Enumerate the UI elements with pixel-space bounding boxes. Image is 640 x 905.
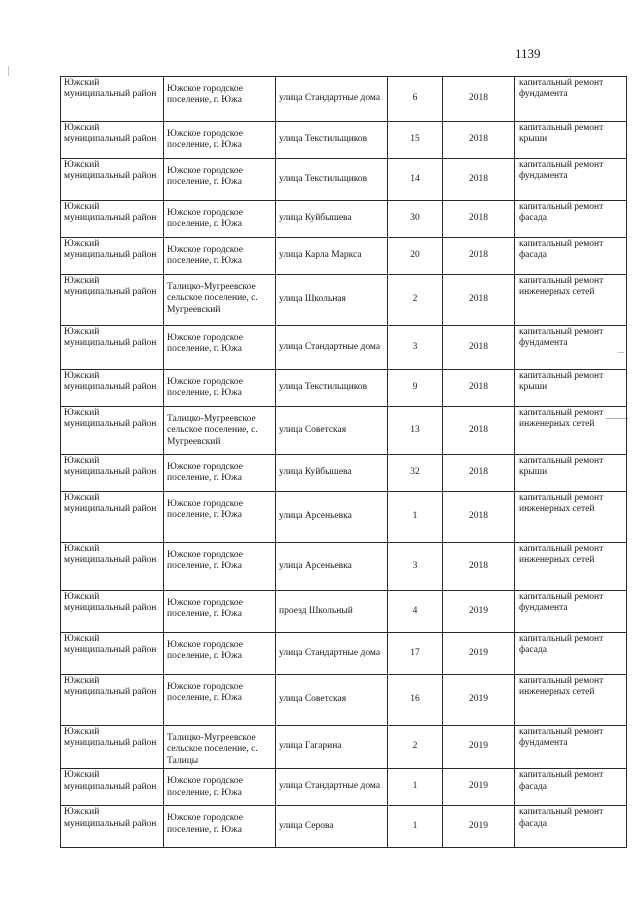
house-number-cell: 2	[388, 275, 443, 326]
work-type-cell: капитальный ремонт фасада	[515, 201, 627, 238]
year-cell: 2019	[443, 726, 515, 769]
district-cell: Южский муниципальный район	[61, 633, 164, 675]
table-row	[61, 201, 627, 238]
district-cell: Южский муниципальный район	[61, 769, 164, 806]
table-row	[61, 726, 627, 769]
house-number-cell: 3	[388, 543, 443, 591]
work-type-cell: капитальный ремонт крыши	[515, 122, 627, 159]
year-cell: 2018	[443, 492, 515, 543]
year-cell: 2018	[443, 543, 515, 591]
work-type-cell: капитальный ремонт фундамента	[515, 326, 627, 370]
work-type-cell: капитальный ремонт фундамента	[515, 77, 627, 122]
street-cell: улица Гагарина	[276, 726, 388, 769]
table-body	[61, 77, 627, 848]
house-number-cell: 32	[388, 455, 443, 492]
year-cell: 2018	[443, 159, 515, 201]
table-row	[61, 122, 627, 159]
year-cell: 2018	[443, 407, 515, 455]
year-cell: 2018	[443, 370, 515, 407]
street-cell: улица Школьная	[276, 275, 388, 326]
work-type-cell: капитальный ремонт инженерных сетей	[515, 407, 627, 455]
street-cell: улица Стандартные дома	[276, 633, 388, 675]
street-cell: улица Стандартные дома	[276, 77, 388, 122]
table-row	[61, 633, 627, 675]
work-type-cell: капитальный ремонт фасада	[515, 633, 627, 675]
table-row	[61, 591, 627, 633]
district-cell: Южский муниципальный район	[61, 726, 164, 769]
table-row	[61, 326, 627, 370]
work-type-cell: капитальный ремонт фасада	[515, 769, 627, 806]
year-cell: 2018	[443, 77, 515, 122]
work-type-cell: капитальный ремонт фасада	[515, 238, 627, 275]
table-row	[61, 407, 627, 455]
street-cell: улица Куйбышева	[276, 455, 388, 492]
street-cell: улица Текстильщиков	[276, 159, 388, 201]
street-cell: улица Серова	[276, 806, 388, 848]
settlement-cell: Южское городское поселение, г. Южа	[164, 370, 276, 407]
district-cell: Южский муниципальный район	[61, 455, 164, 492]
settlement-cell: Южское городское поселение, г. Южа	[164, 492, 276, 543]
district-cell: Южский муниципальный район	[61, 675, 164, 726]
page-number: 1139	[515, 46, 541, 61]
street-cell: улица Арсеньевка	[276, 492, 388, 543]
house-number-cell: 14	[388, 159, 443, 201]
work-type-cell: капитальный ремонт инженерных сетей	[515, 492, 627, 543]
table-row	[61, 806, 627, 848]
year-cell: 2019	[443, 675, 515, 726]
table-row	[61, 769, 627, 806]
table-row	[61, 238, 627, 275]
year-cell: 2018	[443, 275, 515, 326]
district-cell: Южский муниципальный район	[61, 122, 164, 159]
district-cell: Южский муниципальный район	[61, 543, 164, 591]
street-cell: улица Советская	[276, 675, 388, 726]
scan-mark-left	[8, 66, 9, 76]
year-cell: 2018	[443, 455, 515, 492]
year-cell: 2019	[443, 591, 515, 633]
settlement-cell: Южское городское поселение, г. Южа	[164, 806, 276, 848]
work-type-cell: капитальный ремонт фундамента	[515, 726, 627, 769]
street-cell: улица Текстильщиков	[276, 370, 388, 407]
year-cell: 2019	[443, 806, 515, 848]
street-cell: улица Советская	[276, 407, 388, 455]
district-cell: Южский муниципальный район	[61, 238, 164, 275]
settlement-cell: Южское городское поселение, г. Южа	[164, 201, 276, 238]
district-cell: Южский муниципальный район	[61, 806, 164, 848]
year-cell: 2018	[443, 201, 515, 238]
settlement-cell: Южское городское поселение, г. Южа	[164, 633, 276, 675]
year-cell: 2018	[443, 238, 515, 275]
street-cell: улица Карла Маркса	[276, 238, 388, 275]
year-cell: 2018	[443, 326, 515, 370]
street-cell: улица Арсеньевка	[276, 543, 388, 591]
district-cell: Южский муниципальный район	[61, 201, 164, 238]
district-cell: Южский муниципальный район	[61, 77, 164, 122]
street-cell: улица Стандартные дома	[276, 769, 388, 806]
year-cell: 2019	[443, 633, 515, 675]
street-cell: улица Стандартные дома	[276, 326, 388, 370]
table-row	[61, 77, 627, 122]
settlement-cell: Талицко-Мугреевское сельское поселение, с. Мугреевский	[164, 275, 276, 326]
house-number-cell: 1	[388, 492, 443, 543]
settlement-cell: Южское городское поселение, г. Южа	[164, 543, 276, 591]
work-type-cell: капитальный ремонт инженерных сетей	[515, 675, 627, 726]
work-type-cell: капитальный ремонт крыши	[515, 370, 627, 407]
table-row	[61, 275, 627, 326]
house-number-cell: 2	[388, 726, 443, 769]
work-type-cell: капитальный ремонт инженерных сетей	[515, 543, 627, 591]
house-number-cell: 6	[388, 77, 443, 122]
settlement-cell: Южское городское поселение, г. Южа	[164, 238, 276, 275]
street-cell: проезд Школьный	[276, 591, 388, 633]
house-number-cell: 1	[388, 806, 443, 848]
house-number-cell: 13	[388, 407, 443, 455]
house-number-cell: 4	[388, 591, 443, 633]
house-number-cell: 3	[388, 326, 443, 370]
settlement-cell: Южское городское поселение, г. Южа	[164, 326, 276, 370]
table-row	[61, 492, 627, 543]
settlement-cell: Талицко-Мугреевское сельское поселение, с. Талицы	[164, 726, 276, 769]
year-cell: 2018	[443, 122, 515, 159]
district-cell: Южский муниципальный район	[61, 275, 164, 326]
district-cell: Южский муниципальный район	[61, 591, 164, 633]
district-cell: Южский муниципальный район	[61, 159, 164, 201]
district-cell: Южский муниципальный район	[61, 370, 164, 407]
settlement-cell: Южское городское поселение, г. Южа	[164, 455, 276, 492]
work-type-cell: капитальный ремонт фундамента	[515, 591, 627, 633]
work-type-cell: капитальный ремонт инженерных сетей	[515, 275, 627, 326]
settlement-cell: Южское городское поселение, г. Южа	[164, 122, 276, 159]
work-type-cell: капитальный ремонт крыши	[515, 455, 627, 492]
table-row	[61, 370, 627, 407]
house-number-cell: 16	[388, 675, 443, 726]
district-cell: Южский муниципальный район	[61, 492, 164, 543]
settlement-cell: Южское городское поселение, г. Южа	[164, 675, 276, 726]
table-row	[61, 675, 627, 726]
house-number-cell: 1	[388, 769, 443, 806]
house-number-cell: 9	[388, 370, 443, 407]
house-number-cell: 17	[388, 633, 443, 675]
repair-schedule-table	[60, 76, 627, 848]
settlement-cell: Южское городское поселение, г. Южа	[164, 769, 276, 806]
house-number-cell: 30	[388, 201, 443, 238]
table-row	[61, 543, 627, 591]
year-cell: 2019	[443, 769, 515, 806]
settlement-cell: Талицко-Мугреевское сельское поселение, с. Мугреевский	[164, 407, 276, 455]
street-cell: улица Текстильщиков	[276, 122, 388, 159]
house-number-cell: 20	[388, 238, 443, 275]
settlement-cell: Южское городское поселение, г. Южа	[164, 159, 276, 201]
settlement-cell: Южское городское поселение, г. Южа	[164, 591, 276, 633]
district-cell: Южский муниципальный район	[61, 326, 164, 370]
work-type-cell: капитальный ремонт фасада	[515, 806, 627, 848]
table-row	[61, 159, 627, 201]
street-cell: улица Куйбышева	[276, 201, 388, 238]
district-cell: Южский муниципальный район	[61, 407, 164, 455]
table-row	[61, 455, 627, 492]
house-number-cell: 15	[388, 122, 443, 159]
work-type-cell: капитальный ремонт фундамента	[515, 159, 627, 201]
settlement-cell: Южское городское поселение, г. Южа	[164, 77, 276, 122]
